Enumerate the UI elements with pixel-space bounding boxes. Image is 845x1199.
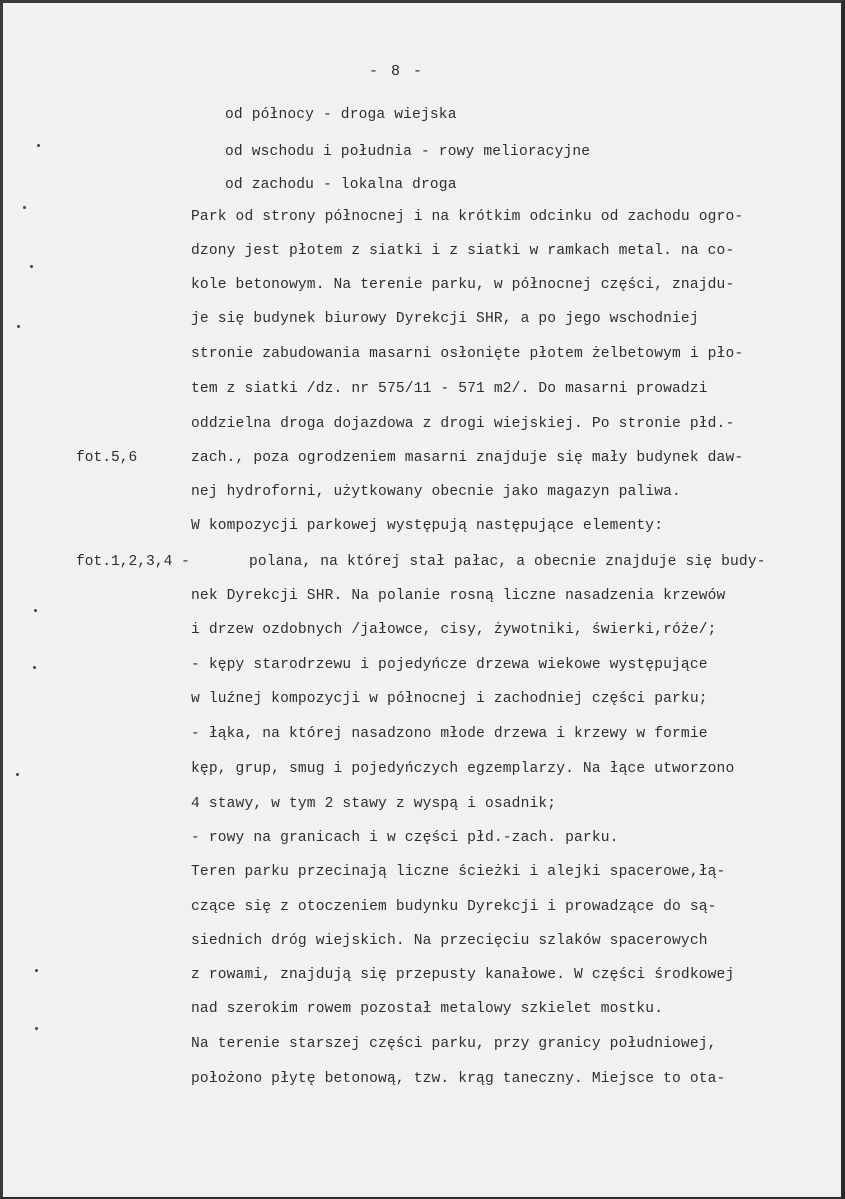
scan-speck — [17, 325, 20, 328]
scan-speck — [33, 666, 36, 669]
text-line: - rowy na granicach i w części płd.-zach. parku. — [191, 830, 619, 846]
text-line: nad szerokim rowem pozostał metalowy szkielet mostku. — [191, 1001, 664, 1017]
text-line: kęp, grup, smug i pojedyńczych egzemplarzy. Na łące utworzono — [191, 761, 735, 777]
text-line: nej hydroforni, użytkowany obecnie jako magazyn paliwa. — [191, 484, 681, 500]
text-line: dzony jest płotem z siatki i z siatki w ramkach metal. na co- — [191, 243, 735, 259]
text-line: oddzielna droga dojazdowa z drogi wiejskiej. Po stronie płd.- — [191, 416, 735, 432]
text-line: - łąka, na której nasadzono młode drzewa i krzewy w formie — [191, 726, 708, 742]
text-line: czące się z otoczeniem budynku Dyrekcji i prowadzące do są- — [191, 899, 717, 915]
margin-photo-reference: fot.1,2,3,4 - — [76, 554, 190, 570]
scan-speck — [37, 144, 40, 147]
scan-speck — [35, 1027, 38, 1030]
text-line: Park od strony północnej i na krótkim odcinku od zachodu ogro- — [191, 209, 744, 225]
text-line: 4 stawy, w tym 2 stawy z wyspą i osadnik; — [191, 796, 557, 812]
text-line: kole betonowym. Na terenie parku, w północnej części, znajdu- — [191, 277, 735, 293]
text-line: - kępy starodrzewu i pojedyńcze drzewa wiekowe występujące — [191, 657, 708, 673]
scan-speck — [35, 969, 38, 972]
text-line: Na terenie starszej części parku, przy granicy południowej, — [191, 1036, 717, 1052]
scan-speck — [23, 206, 26, 209]
text-line: z rowami, znajdują się przepusty kanałowe. W części środkowej — [191, 967, 735, 983]
text-line: W kompozycji parkowej występują następujące elementy: — [191, 518, 664, 534]
margin-photo-reference: fot.5,6 — [76, 450, 138, 466]
text-line: od północy - droga wiejska — [225, 107, 457, 123]
text-line: stronie zabudowania masarni osłonięte płotem żelbetowym i pło- — [191, 346, 744, 362]
text-line: w luźnej kompozycji w północnej i zachodniej części parku; — [191, 691, 708, 707]
text-line: Teren parku przecinają liczne ścieżki i alejki spacerowe,łą- — [191, 864, 726, 880]
text-line: nek Dyrekcji SHR. Na polanie rosną liczne nasadzenia krzewów — [191, 588, 726, 604]
page-number: - 8 - — [369, 63, 425, 80]
text-line: położono płytę betonową, tzw. krąg taneczny. Miejsce to ota- — [191, 1071, 726, 1087]
text-line: od zachodu - lokalna droga — [225, 177, 457, 193]
text-line: siednich dróg wiejskich. Na przecięciu szlaków spacerowych — [191, 933, 708, 949]
text-line: zach., poza ogrodzeniem masarni znajduje się mały budynek daw- — [191, 450, 744, 466]
text-line: tem z siatki /dz. nr 575/11 - 571 m2/. Do masarni prowadzi — [191, 381, 708, 397]
text-line: je się budynek biurowy Dyrekcji SHR, a po jego wschodniej — [191, 311, 699, 327]
text-line: polana, na której stał pałac, a obecnie znajduje się budy- — [249, 554, 766, 570]
scan-speck — [16, 773, 19, 776]
text-line: i drzew ozdobnych /jałowce, cisy, żywotniki, świerki,róże/; — [191, 622, 717, 638]
text-line: od wschodu i południa - rowy melioracyjne — [225, 144, 591, 160]
scan-speck — [34, 609, 37, 612]
scan-speck — [30, 265, 33, 268]
